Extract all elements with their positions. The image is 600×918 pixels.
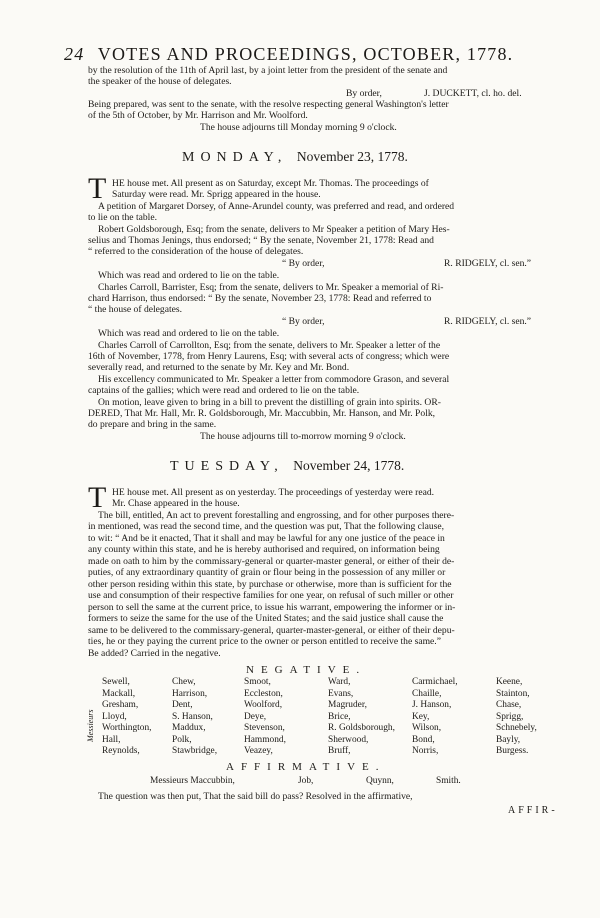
- text-line: selius and Thomas Jenings, thus endorsed; “ By the senate, November 21, 1778: Read and: [88, 235, 434, 246]
- negative-member: Stevenson,: [244, 723, 285, 733]
- header-title: VOTES AND PROCEEDINGS, OCTOBER, 1778.: [97, 44, 514, 64]
- negative-member: Schnebely,: [496, 723, 537, 733]
- text-line: A petition of Margaret Dorsey, of Anne-Arundel county, was preferred and read, and ordered: [98, 201, 455, 212]
- negative-member: Magruder,: [328, 700, 367, 710]
- messieurs-label: Messieurs: [86, 709, 95, 742]
- text-line: “ the house of delegates.: [88, 304, 183, 315]
- negative-member: Hammond,: [244, 734, 286, 745]
- drop-cap: T: [88, 172, 107, 205]
- negative-member: Eccleston,: [244, 688, 283, 699]
- negative-member: Bruff,: [328, 746, 351, 756]
- negative-member: Sewell,: [102, 677, 130, 687]
- text-line: The question was then put, That the said bill do pass? Resolved in the affirmative,: [98, 791, 413, 802]
- adjournment: The house adjourns till to-morrow morning 9 o'clock.: [200, 431, 406, 442]
- negative-member: Lloyd,: [102, 711, 127, 722]
- text-line: use and consumption of their respective families for one year, on refusal of such miller or other: [88, 590, 454, 601]
- negative-member: Evans,: [328, 688, 354, 699]
- negative-member: Deye,: [244, 711, 267, 722]
- text-line: of the 5th of October, by Mr. Harrison and Mr. Woolford.: [88, 110, 308, 121]
- text-line: person to sell the same at the current price, to issue his warrant, empowering the informer or in-: [88, 602, 456, 613]
- text-line: His excellency communicated to Mr. Speaker a letter from commodore Grason, and several: [98, 374, 450, 385]
- negative-member: Reynolds,: [102, 746, 140, 756]
- text-line: to wit: “ And be it enacted, That it shall and may be lawful for any one justice of the peace in: [88, 533, 445, 544]
- negative-member: Gresham,: [102, 700, 139, 710]
- day-name: MONDAY,: [182, 150, 288, 165]
- negative-member: Harrison,: [172, 688, 208, 699]
- negative-member: Veazey,: [244, 746, 273, 756]
- text-line: Saturday were read. Mr. Sprigg appeared in the house.: [112, 189, 321, 200]
- text-line: puties, of any extraordinary quantity of grain or flour being in the possession of any miller or: [88, 567, 446, 578]
- negative-member: Keene,: [496, 677, 523, 687]
- affirmative-member: Job,: [298, 776, 314, 786]
- day-heading: [170, 458, 404, 475]
- text-line: the speaker of the house of delegates.: [88, 76, 232, 87]
- affirmative-heading: AFFIRMATIVE.: [226, 761, 386, 773]
- negative-member: Carmichael,: [412, 677, 458, 687]
- day-name: TUESDAY,: [170, 459, 284, 474]
- negative-member: Wilson,: [412, 723, 442, 733]
- negative-member: S. Hanson,: [172, 711, 213, 722]
- day-heading: [182, 149, 408, 166]
- negative-member: Maddux,: [172, 723, 206, 733]
- text-line: Robert Goldsborough, Esq; from the senate, delivers to Mr Speaker a petition of Mary Hes-: [98, 224, 450, 235]
- day-date: November 23, 1778.: [296, 149, 408, 164]
- text-line: “ referred to the consideration of the house of delegates.: [88, 246, 304, 257]
- negative-member: Norris,: [412, 746, 439, 756]
- text-line: captains of the gallies; which were read and ordered to lie on the table.: [88, 385, 360, 396]
- negative-member: Polk,: [172, 734, 192, 745]
- text-line: made on oath to him by the commissary-general or quarter-master general, or either of their de-: [88, 556, 455, 567]
- negative-member: Stainton,: [496, 688, 530, 699]
- text-line: Charles Carroll of Carrollton, Esq; from the senate, delivers to Mr. Speaker a letter of the: [98, 340, 441, 351]
- text-line: do prepare and bring in the same.: [88, 419, 217, 430]
- text-line: The bill, entitled, An act to prevent forestalling and engrossing, and for other purposes there-: [98, 510, 455, 521]
- negative-member: R. Goldsborough,: [328, 723, 395, 733]
- negative-member: Worthington,: [102, 723, 152, 733]
- negative-member: Chaille,: [412, 688, 442, 699]
- text-line: chard Harrison, thus endorsed: “ By the senate, November 23, 1778: Read and referred to: [88, 293, 432, 304]
- text-line: Mr. Chase appeared in the house.: [112, 498, 240, 509]
- page-number: 24: [64, 44, 85, 64]
- text-line: Which was read and ordered to lie on the table.: [98, 270, 280, 281]
- negative-member: Chew,: [172, 677, 196, 687]
- text-line: formers to seize the same for the use of the United States; and the said justice shall cause the: [88, 613, 444, 624]
- negative-heading: NEGATIVE.: [246, 664, 367, 676]
- text-line: 16th of November, 1778, from Henry Laurens, Esq; with several acts of congress; which were: [88, 351, 450, 362]
- running-header: [64, 44, 554, 65]
- text-line: DERED, That Mr. Hall, Mr. R. Goldsborough, Mr. Maccubbin, Mr. Hanson, and Mr. Polk,: [88, 408, 436, 419]
- day-date: November 24, 1778.: [293, 458, 405, 473]
- text-line: Which was read and ordered to lie on the table.: [98, 328, 280, 339]
- text-line: by the resolution of the 11th of April last, by a joint letter from the president of the senate and: [88, 65, 448, 76]
- negative-member: Sprigg,: [496, 711, 524, 722]
- text-line: On motion, leave given to bring in a bill to prevent the distilling of grain into spirits. OR-: [98, 397, 441, 408]
- text-line: Charles Carroll, Barrister, Esq; from the senate, delivers to Mr. Speaker a memorial of Ri-: [98, 282, 444, 293]
- text-line: any county within this state, and he is hereby authorised and required, on information being: [88, 544, 440, 555]
- adjournment: The house adjourns till Monday morning 9 o'clock.: [200, 122, 397, 133]
- text-line: severally read, and returned to the senate by Mr. Key and Mr. Bond.: [88, 362, 350, 373]
- text-line: HE house met. All present as on Saturday, except Mr. Thomas. The proceedings of: [112, 178, 429, 189]
- negative-member: Bayly,: [496, 734, 521, 745]
- signature: R. RIDGELY, cl. sen.”: [444, 316, 532, 327]
- text-line: Be added? Carried in the negative.: [88, 648, 221, 659]
- affirmative-member: Quynn,: [366, 776, 394, 786]
- drop-cap: T: [88, 481, 107, 514]
- signature: R. RIDGELY, cl. sen.”: [444, 258, 532, 269]
- text-line: other person residing within this state, by purchase or otherwise, more than is sufficient for the: [88, 579, 452, 590]
- text-line: same to be delivered to the commissary-general, quarter-master-general, or either of their depu-: [88, 625, 455, 636]
- catchword: AFFIR-: [508, 805, 558, 816]
- affirmative-member: Messieurs Maccubbin,: [150, 776, 235, 786]
- by-order: “ By order,: [282, 316, 325, 327]
- negative-member: Stawbridge,: [172, 746, 218, 756]
- by-order: By order,: [346, 88, 382, 99]
- affirmative-member: Smith.: [436, 776, 461, 786]
- negative-member: Smoot,: [244, 677, 271, 687]
- text-line: HE house met. All present as on yesterday. The proceedings of yesterday were read.: [112, 487, 435, 498]
- text-line: to lie on the table.: [88, 212, 158, 223]
- negative-member: Dent,: [172, 700, 193, 710]
- text-line: Being prepared, was sent to the senate, with the resolve respecting general Washington's letter: [88, 99, 449, 110]
- negative-member: Woolford,: [244, 700, 283, 710]
- text-line: ties, he or they paying the current price to the owner or person entitled to receive the same.”: [88, 636, 441, 647]
- negative-member: J. Hanson,: [412, 700, 452, 710]
- negative-member: Ward,: [328, 677, 351, 687]
- negative-member: Burgess.: [496, 746, 529, 756]
- negative-member: Sherwood,: [328, 734, 369, 745]
- text-line: in mentioned, was read the second time, and the question was put, That the following clause,: [88, 521, 445, 532]
- negative-member: Chase,: [496, 700, 522, 710]
- negative-member: Hall,: [102, 734, 121, 745]
- by-order: “ By order,: [282, 258, 325, 269]
- negative-member: Brice,: [328, 711, 351, 722]
- negative-member: Mackall,: [102, 688, 136, 699]
- negative-member: Key,: [412, 711, 430, 722]
- negative-member: Bond,: [412, 734, 435, 745]
- signature: J. DUCKETT, cl. ho. del.: [424, 88, 522, 99]
